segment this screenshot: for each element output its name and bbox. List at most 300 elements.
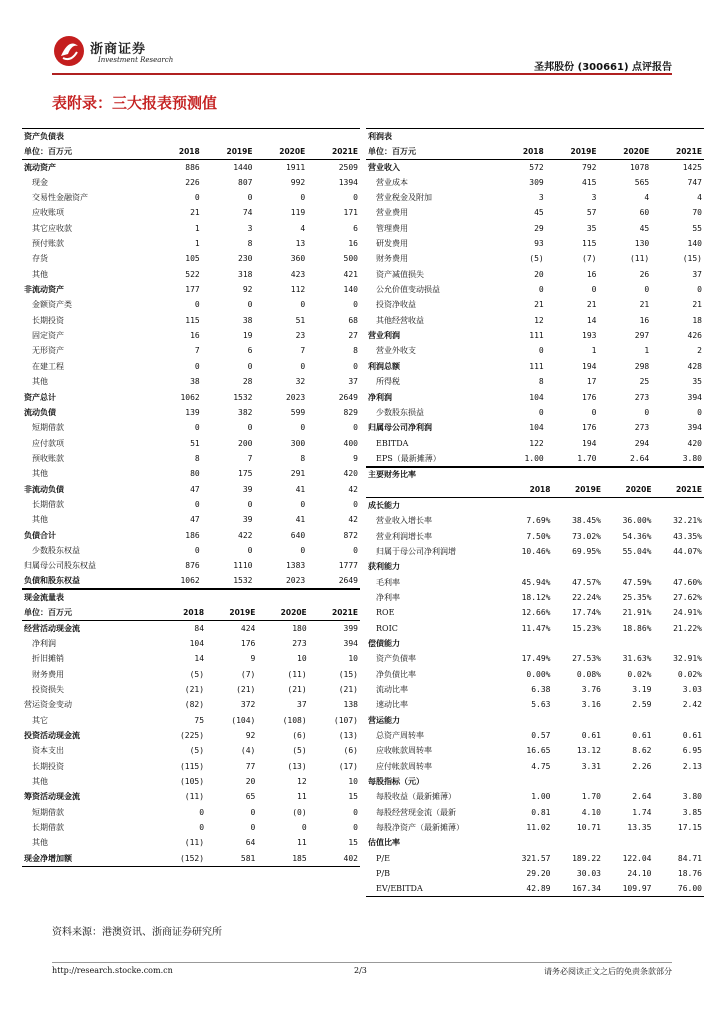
row-value: 992 [290,177,306,187]
row-label: P/E [376,853,390,863]
table-title-row [22,590,360,605]
table-row [22,328,360,343]
row-value: 3 [247,223,253,233]
row-value: 565 [634,177,650,187]
row-label: 固定资产 [32,331,64,341]
empty-cell [546,129,599,144]
empty-cell [553,467,604,482]
row-label: 所得税 [376,377,400,387]
row-value: 21 [190,208,200,218]
row-value: 176 [582,423,597,433]
row-value: 400 [343,438,358,448]
row-label: 长期借款 [32,499,64,509]
row-value [502,636,553,651]
row-value: 2.13 [682,761,702,771]
table-row [366,667,704,682]
row-value: (5) [292,746,307,756]
row-value: 4.75 [531,761,551,771]
row-value: 77 [245,761,256,771]
table-row [22,481,360,496]
row-label: 负债和股东权益 [22,573,158,588]
table-row [22,159,360,174]
table-row [366,636,704,651]
row-value [553,835,604,850]
row-value: 92 [242,285,253,295]
row-value: 42 [348,515,358,525]
row-value: 0 [199,823,205,833]
table-row [366,881,704,896]
row-value: 8 [353,346,358,356]
row-value: 10 [348,777,358,787]
row-value: 2.64 [598,451,651,466]
row-value: 0 [591,407,597,417]
row-value: 51 [295,315,306,325]
table-header-row [22,144,360,159]
row-label: 其它 [32,715,48,725]
table-row [366,621,704,636]
table-row [366,866,704,881]
row-value [603,835,654,850]
row-value: 176 [240,639,256,649]
row-label: 其他 [32,469,48,479]
row-value: 0 [353,807,358,817]
row-value: 29 [534,223,544,233]
row-value: 0 [644,285,650,295]
row-label: 营业费用 [376,208,408,218]
table-row [22,774,360,789]
row-value: 42 [348,484,358,494]
row-value: 76.00 [654,881,705,896]
row-value [553,636,604,651]
row-value: 80 [190,469,200,479]
row-label: 总资产周转率 [376,731,424,741]
row-label: 管理费用 [376,223,408,233]
row-label: 营业成本 [376,177,408,187]
row-value: 297 [634,331,650,341]
row-value: 19 [242,331,253,341]
row-value: 36.00% [622,516,652,526]
row-value: 7.69% [526,516,551,526]
brand-logo-icon [52,34,86,68]
row-value: 0.57 [531,731,551,741]
row-value: 32.21% [673,516,702,526]
row-value: 38.45% [572,516,601,526]
row-value: 1062 [158,573,202,588]
table-row [22,851,360,866]
row-label: 营业利润增长率 [376,531,432,541]
row-label: 投资活动现金流 [24,730,80,741]
row-value: 0 [697,407,702,417]
row-value: 0 [301,823,307,833]
row-value: 37 [297,700,307,710]
row-value: (11) [184,792,205,802]
row-value: 21 [692,300,702,310]
row-value: 84.71 [677,853,702,863]
row-value [553,713,604,728]
row-value: 24.91% [673,608,702,618]
row-value: 70 [692,208,702,218]
row-value: 32.91% [673,654,702,664]
row-value: 111 [529,331,544,341]
footer-url[interactable]: http://research.stocke.com.cn [52,966,173,975]
row-value: 10 [297,654,307,664]
source-note: 资料来源：港澳资讯、浙商证券研究所 [52,927,222,938]
row-value: 200 [238,438,253,448]
row-label: 营业外收支 [376,346,416,356]
row-label: 营运资金变动 [24,700,72,710]
row-value: 167.34 [553,881,604,896]
row-value: 32 [295,377,306,387]
report-title: 圣邦股份 (300661) 点评报告 [534,62,672,73]
table-title: 现金流量表 [22,590,158,605]
row-value: 0 [300,423,306,433]
row-value: 500 [343,254,358,264]
row-label: 财务费用 [32,669,64,679]
row-label: 现金净增加额 [22,851,158,866]
row-value: 420 [687,438,702,448]
table-row [366,359,704,374]
row-label: 净利率 [376,592,400,602]
row-value: 23 [295,331,306,341]
row-label: ROIC [376,623,398,633]
row-value: (5) [189,669,205,679]
row-value: 140 [687,239,702,249]
row-value: 92 [245,731,256,741]
row-value: 829 [343,407,358,417]
row-value: (11) [629,254,650,264]
row-value: 68 [348,315,358,325]
row-value: 41 [295,515,306,525]
row-value: 194 [582,438,597,448]
empty-cell [502,129,546,144]
row-value [502,498,553,513]
row-value: 321.57 [521,853,551,863]
row-value: 572 [529,162,544,172]
row-value: 10.71 [576,823,601,833]
row-value: 3.31 [581,761,601,771]
row-value: 402 [309,851,360,866]
table-row [366,221,704,236]
row-value [603,636,654,651]
row-value: 0 [353,361,358,371]
row-value: (0) [292,807,307,817]
row-value [654,774,705,789]
table-row [22,636,360,651]
row-value: 9 [250,654,256,664]
row-label: 营业收入增长率 [376,516,432,526]
table-row [366,743,704,758]
row-value: (13) [338,731,358,741]
row-value: 18.76 [677,869,702,879]
row-value: 421 [343,269,358,279]
table-row [22,697,360,712]
row-label: 投资损失 [32,685,64,695]
row-value: 8 [300,453,306,463]
row-label: 负债合计 [24,529,56,540]
row-value: (7) [240,669,256,679]
row-value: 111 [529,361,544,371]
table-row [22,805,360,820]
row-value: 1 [644,346,650,356]
row-label: 毛利率 [376,577,400,587]
row-label: 其它应收款 [32,223,72,233]
row-value: 0 [591,285,597,295]
table-header-row [22,605,360,620]
table-row [22,389,360,404]
table-header-row [366,144,704,159]
row-value: 109.97 [603,881,654,896]
table-row [22,451,360,466]
row-value: 10 [348,654,358,664]
row-label: 应付款项 [32,438,64,448]
row-label: 归属于母公司净利润增 [376,546,456,556]
empty-cell [654,467,705,482]
row-label: 其他 [32,377,48,387]
row-value: 0 [194,300,200,310]
row-value: 11.47% [521,623,551,633]
empty-cell [598,129,651,144]
row-value: 0 [697,285,702,295]
row-value: 20 [245,777,256,787]
row-value: 15 [348,838,358,848]
row-label: 长期借款 [32,823,64,833]
row-value: 1.70 [546,451,599,466]
row-label: 其他 [32,515,48,525]
row-value: 12 [534,315,544,325]
table-row [22,527,360,542]
table-row [22,420,360,435]
table-row [22,621,360,636]
row-value: 0.08% [576,669,601,679]
table-row [22,251,360,266]
row-value: 0 [538,285,544,295]
row-value: 55 [692,223,702,233]
table-row [366,451,704,466]
row-label: 筹资活动现金流 [24,791,80,802]
row-value: 4.10 [581,807,601,817]
row-value: 51 [190,438,200,448]
table-row [366,697,704,712]
row-label: 折旧摊销 [32,654,64,664]
row-value [654,713,705,728]
row-value: 31.63% [622,654,652,664]
row-value: 0 [247,423,253,433]
row-value: 6.38 [531,685,551,695]
row-label: 净利润 [32,639,56,649]
row-value: 2649 [338,392,358,402]
row-value: 1.74 [632,807,652,817]
row-value: 47.60% [673,577,702,587]
row-value: 9 [353,453,358,463]
row-value: 0 [644,407,650,417]
row-value: 423 [290,269,306,279]
row-value: 47 [190,484,200,494]
row-label: 归属母公司股东权益 [24,561,96,571]
row-value: 39 [242,515,253,525]
row-value: 15 [348,792,358,802]
row-value: 0 [538,346,544,356]
table-title-row [366,467,704,482]
table-row [366,236,704,251]
row-value: (4) [240,746,256,756]
row-value: 57 [586,208,597,218]
table-row [22,667,360,682]
year-header: 2019E [202,144,255,159]
disclaimer-note: 请务必阅读正文之后的免责条款部分 [544,967,672,976]
row-value: 2 [697,346,702,356]
table-row [22,466,360,481]
row-value: 0 [247,545,253,555]
row-value: 11.02 [526,823,551,833]
row-value: 0.61 [682,731,702,741]
table-row [366,759,704,774]
row-value: 16.65 [526,746,551,756]
row-value: 2.59 [632,700,652,710]
table-row [366,605,704,620]
unit-label: 单位：百万元 [22,605,158,620]
row-value: 3.85 [682,807,702,817]
row-label: 资产总计 [24,391,56,402]
row-value: 54.36% [622,531,652,541]
row-value: 4 [644,193,650,203]
row-value: 0.81 [531,807,551,817]
row-label: 金额资产类 [32,300,72,310]
row-value: 0 [199,807,205,817]
row-value: 7 [300,346,306,356]
row-value: (152) [158,851,206,866]
row-label: 存货 [32,254,48,264]
row-value: (11) [287,669,307,679]
row-value: (15) [682,254,702,264]
row-value: 45 [534,208,544,218]
row-label: 预收账款 [32,453,64,463]
row-value: (5) [529,254,544,264]
row-value [502,774,553,789]
row-value: 2023 [285,392,306,402]
row-value: 7 [247,453,253,463]
row-value: (105) [179,777,205,787]
row-label: 净利润 [368,391,392,402]
table-title-row [22,129,360,144]
table-title: 主要财务比率 [366,467,502,482]
row-value: 581 [206,851,257,866]
row-value: 119 [290,208,306,218]
table-row [22,359,360,374]
row-value: 360 [290,254,306,264]
row-value: 424 [240,623,256,633]
table-row [366,528,704,543]
row-label: 营业收入 [368,161,400,172]
table-row [366,728,704,743]
row-value: 422 [238,530,253,540]
row-value: 35 [692,377,702,387]
table-row [366,282,704,297]
table-row [366,559,704,574]
row-value: 399 [343,623,358,633]
row-value: 1383 [285,561,306,571]
table-row [366,420,704,435]
year-header: 2020E [598,144,651,159]
row-value: 2509 [338,162,358,172]
row-value: 0.61 [581,731,601,741]
row-label: 短期借款 [32,807,64,817]
row-value: 42.89 [502,881,553,896]
row-value: 105 [185,254,200,264]
table-row [366,343,704,358]
table-row [366,405,704,420]
row-value: 177 [185,285,200,295]
row-value [654,835,705,850]
row-value: 792 [582,162,597,172]
row-value: 16 [586,269,597,279]
row-value: (21) [236,685,256,695]
row-label: 每股净资产（最新摊薄） [376,823,464,833]
row-value: (115) [179,761,205,771]
row-value: (6) [343,746,358,756]
row-label: 公允价值变动损益 [376,285,440,295]
row-label: 其他 [32,269,48,279]
row-value: 74 [242,208,253,218]
table-row [366,835,704,850]
row-value: 180 [292,623,307,633]
row-value: 640 [290,530,306,540]
row-value: 29.20 [526,869,551,879]
row-value: 64 [245,838,256,848]
row-label: 每股经营现金流（最新 [376,807,456,817]
row-value: 1110 [233,561,253,571]
row-value: 17.74% [572,608,601,618]
row-value: 18 [692,315,702,325]
footer-divider [52,962,672,963]
row-value: 0 [250,823,256,833]
row-value: 115 [185,315,200,325]
row-label: 流动比率 [376,685,408,695]
table-row [22,405,360,420]
row-value: 14 [586,315,597,325]
row-label: 应付帐款周转率 [376,761,432,771]
row-value: 886 [185,162,200,172]
row-value [654,498,705,513]
table-row [366,590,704,605]
row-value: 0 [247,499,253,509]
row-value: 11 [297,792,307,802]
row-value: 22.24% [572,592,601,602]
row-value: 300 [290,438,306,448]
row-value: 0 [353,300,358,310]
row-value: 522 [185,269,200,279]
row-value: 8 [247,239,253,249]
row-value: 138 [343,700,358,710]
empty-cell [603,467,654,482]
table-row [366,544,704,559]
row-value: (107) [333,715,358,725]
row-value: 426 [687,331,702,341]
cashflow-table [22,589,360,866]
row-label: 速动比率 [376,700,408,710]
row-value: 65 [245,792,256,802]
table-row [22,759,360,774]
row-value: 27.62% [673,592,702,602]
row-value: 2023 [254,573,307,588]
table-row [22,205,360,220]
table-row [366,820,704,835]
row-value: 0 [353,193,358,203]
row-value: (82) [184,700,205,710]
row-value: 21 [534,300,544,310]
row-value: 8 [538,377,544,387]
row-value [502,835,553,850]
empty-cell [202,129,255,144]
